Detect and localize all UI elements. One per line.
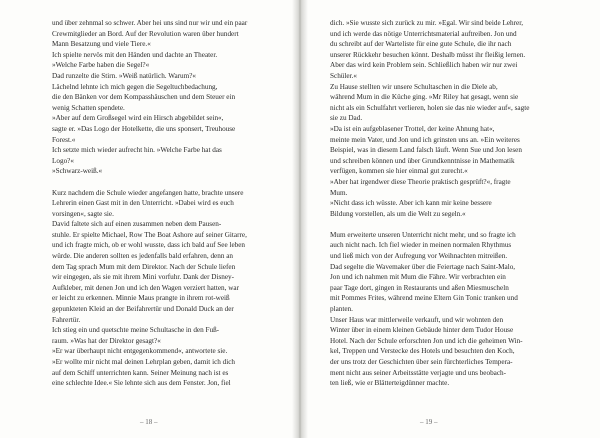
text-line: planten. [330,305,353,314]
text-line: der uns trotz der Geschichten über sein fürchterliches Tempera- [330,358,513,366]
right-page-text [330,18,546,389]
text-line: wir eingegen, als sie mit ihrem Mini vorfuhr. Dank der Disney- [52,273,235,282]
book-gutter [292,0,308,438]
text-line: Dad runzelte die Stirn. »Weiß natürlich. Warum?« [52,71,197,80]
text-line: Ich setzte mich wieder aufrecht hin. »Welche Farbe hat das [52,146,222,155]
text-line: auch nicht nach. Ich fiel wieder in meinen normalen Rhythmus [330,241,512,250]
text-line: meinte mein Vater, und Jon und ich grinsten uns an. »Ein weiteres [330,135,520,144]
text-line: sie zu Dad. [330,114,363,123]
text-line: unserer Rückkehr besuchen könnt. Deshalb müsst ihr fleißig lernen. [330,50,526,59]
text-line: Forest.« [52,135,76,144]
text-line: Aufkleber, mit denen Jon und ich den Wagen verziert hatten, war [52,283,240,292]
text-line: gepunkteten Kleid an der Beifahrertür und Donald Duck an der [52,305,234,314]
text-line: stuhle. Er spielte Michael, Row The Boat Ashore auf seiner Gitarre, [52,230,247,239]
text-line: eine schlechte Idee.« Sie lehnte sich aus dem Fenster. Jon, fiel [52,379,231,388]
text-line: »Aber auf dem Großsegel wird ein Hirsch abgebildet sein«, [52,114,224,123]
text-line: »Welche Farbe haben die Segel?« [52,61,150,70]
text-line: »Schwarz-weiß.« [52,167,103,176]
text-line: Dad segelte die Wavemaker über die Feiertage nach Saint-Malo, [330,262,516,271]
text-line: Bildung vorstellen, als um die Welt zu segeln.« [330,209,466,218]
text-line: Beispiel, was in diesem Land falsch läuft. Wenn Sue und Jon lesen [330,146,522,155]
text-line: Kurz nachdem die Schule wieder angefangen hatte, brachte unsere [52,188,244,197]
text-line: und ich fragte mich, ob er wohl wusste, dass ich bald auf See leben [52,241,246,250]
text-line: ten ließ, wie er Blätterteigdünner machte. [330,379,450,388]
text-line: Schüler.« [330,71,357,80]
left-page-number: – 18 – [140,418,158,426]
text-line: während Mum in die Küche ging. »Mr Riley hat gesagt, wenn sie [330,93,519,102]
text-line: nicht als ein Schulfahrt verlieren, holen sie das nie wieder auf«, sagte [330,103,530,112]
text-line: Jon und ich nahmen mit Mum die Fähre. Wir verbrachten ein [330,273,506,282]
text-line: und ich werde das nötige Unterrichtsmaterial auftreiben. Jon und [330,29,517,38]
text-line: Crewmitglieder an Bord. Auf der Revolution waren über hundert [52,29,239,38]
text-line: Lächelnd lehnte ich mich gegen die Segeltuchbedachung, [52,82,218,91]
text-line: kel, Treppen und Verstecke des Hotels und besuchten den Koch, [330,347,515,356]
text-line: Mum. [330,188,348,197]
text-line: mit Pommes Frites, während meine Eltern Gin Tonic tranken und [330,294,518,303]
text-line: er leicht zu erkennen. Minnie Maus prangte in ihrem rot-weiß [52,294,230,303]
text-line: die den Bänken vor dem Kompasshäuschen und dem Steuer ein [52,93,236,102]
text-line: »Da ist ein aufgeblasener Trottel, der keine Ahnung hat«, [330,124,495,133]
text-line: verfügen, kommen sie hier einmal gut zurecht.« [330,167,468,176]
text-line: Fahrertür. [52,315,81,324]
text-line: Winter über in einem kleinen Gebäude hinter dem Tudor House [330,326,514,335]
left-page-text [52,18,280,389]
text-line: Lehrerin einen Gast mit in den Unterricht. »Dabei wird es euch [52,199,234,208]
paragraph-break [330,219,546,230]
text-line: wenig Schatten spendete. [52,103,125,112]
right-page-number: – 19 – [420,418,438,426]
text-line: Aber das wird kein Problem sein. Schließlich haben wir nur zwei [330,61,518,70]
text-line: vorsingen«, sagte sie. [52,209,114,218]
text-line: Hotel. Nach der Schule erforschten Jon und ich die geheimen Win- [330,336,523,345]
text-line: David faltete sich auf einen zusammen neben dem Pausen- [52,220,222,229]
text-line: du schreibt auf der Warteliste für eine gute Schule, die ihr nach [330,40,512,49]
text-line: Ich stieg ein und quetschte meine Schultasche in den Fuß- [52,326,220,335]
left-page [0,0,298,438]
text-line: Zu Hause stellten wir unsere Schultaschen in die Diele ab, [330,82,498,91]
text-line: raum. »Was hat der Direktor gesagt?« [52,336,161,345]
text-line: und über zehnmal so schwer. Aber hei uns sind nur wir und ein paar [52,19,248,27]
text-line: »Nicht dass ich wüsste. Aber ich kann mir keine bessere [330,199,492,208]
text-line: dich. »Sie wusste sich zurück zu mir. »Egal. Wir sind beide Lehrer, [330,19,524,27]
text-line: und ließ mich von der Aufregung vor Weihnachten mitreißen. [330,252,508,261]
text-line: »Er wollte mir nicht mal deinen Lehrplan geben, damit ich dich [52,358,236,366]
right-page [302,0,600,438]
text-line: und schreiben können und über Grundkenntnisse in Mathematik [330,156,515,165]
text-line: würde. Die anderen sollten es jedenfalls bald erfahren, denn an [52,252,234,261]
text-line: ment nicht aus seiner Arbeitsstätte verjagte und uns beobach- [330,368,507,377]
paragraph-break [52,177,280,188]
text-line: Unser Haus war mittlerweile verkauft, und wir wohnten den [330,315,504,324]
text-line: auf dem Schiff unterrichten kann. Seiner Meinung nach ist es [52,368,229,377]
text-line: Logo?« [52,156,74,165]
text-line: sagte er. »Das Logo der Hotelkette, die uns sponsert, Treuhouse [52,124,236,133]
text-line: paar Tage dort, gingen in Restaurants und aßen Miesmuscheln [330,283,509,292]
text-line: »Er war überhaupt nicht entgegenkommend«, antwortete sie. [52,347,228,356]
text-line: Mann Besatzung und viele Tiere.« [52,40,151,49]
text-line: Mum erweiterte unseren Unterricht nicht mehr, und so fragte ich [330,230,516,239]
text-line: »Aber hat irgendwer diese Theorie praktisch gesprüft?«, fragte [330,177,511,186]
text-line: Ich spielte nervös mit den Händen und dachte an Theater. [52,50,218,59]
text-line: dem Tag sprach Mum mit dem Direktor. Nach der Schule liefen [52,262,236,271]
